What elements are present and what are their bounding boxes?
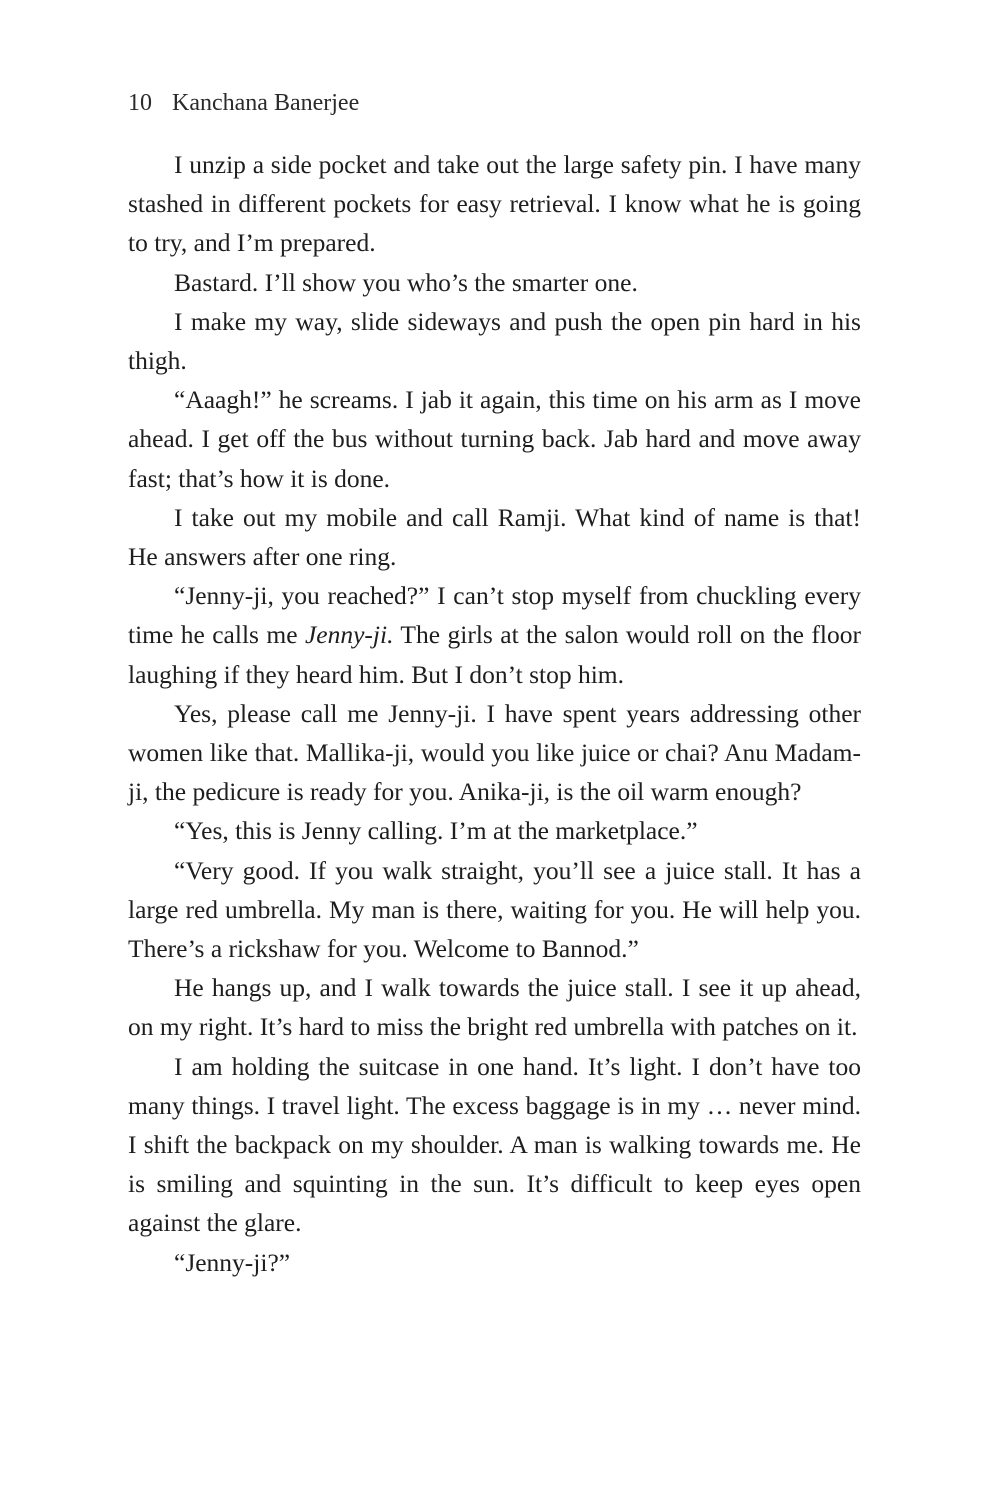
- page-number: 10: [128, 90, 152, 116]
- paragraph: I am holding the suitcase in one hand. It’s light. I don’t have too many things. I travel light. The excess baggage is in my … never mind. I shift the backpack on my shoulder. A man is walking towards me. He is smiling and squinting in the sun. It’s difficult to keep eyes open against the glare.: [128, 1051, 861, 1238]
- running-head: [128, 88, 359, 118]
- paragraph: Bastard. I’ll show you who’s the smarter one.: [174, 267, 638, 297]
- paragraph: [128, 576, 861, 694]
- paragraph-text: “Jenny-ji, you reached?” I can’t stop myself from chuckling every time he calls me: [128, 581, 861, 650]
- paragraph: “Aaagh!” he screams. I jab it again, this time on his arm as I move ahead. I get off the bus without turning back. Jab hard and move away fast; that’s how it is done.: [128, 385, 861, 493]
- paragraph: “Yes, this is Jenny calling. I’m at the marketplace.”: [174, 816, 698, 846]
- author-name: Kanchana Banerjee: [172, 90, 360, 116]
- italic-text: Jenny-ji.: [304, 620, 394, 650]
- paragraph: I make my way, slide sideways and push the open pin hard in his thigh.: [128, 306, 861, 376]
- paragraph: I take out my mobile and call Ramji. What kind of name is that! He answers after one ring.: [128, 502, 861, 572]
- paragraph: Yes, please call me Jenny-ji. I have spent years addressing other women like that. Mallika-ji, would you like juice or chai? Anu Madam-ji, the pedicure is ready for you. Anika-ji, is the oil warm enough?: [128, 698, 861, 807]
- paragraph-text: The girls at the salon would roll on the floor laughing if they heard him. But I don’t stop him.: [128, 620, 861, 689]
- body-text: [128, 145, 861, 1282]
- paragraph: “Jenny-ji?”: [174, 1247, 291, 1277]
- paragraph: He hangs up, and I walk towards the juice stall. I see it up ahead, on my right. It’s hard to miss the bright red umbrella with patches on it.: [128, 973, 861, 1042]
- paragraph: “Very good. If you walk straight, you’ll see a juice stall. It has a large red umbrella. My man is there, waiting for you. He will help you. There’s a rickshaw for you. Welcome to Bannod.”: [128, 855, 861, 964]
- paragraph: I unzip a side pocket and take out the large safety pin. I have many stashed in different pockets for easy retrieval. I know what he is going to try, and I’m prepared.: [128, 150, 861, 258]
